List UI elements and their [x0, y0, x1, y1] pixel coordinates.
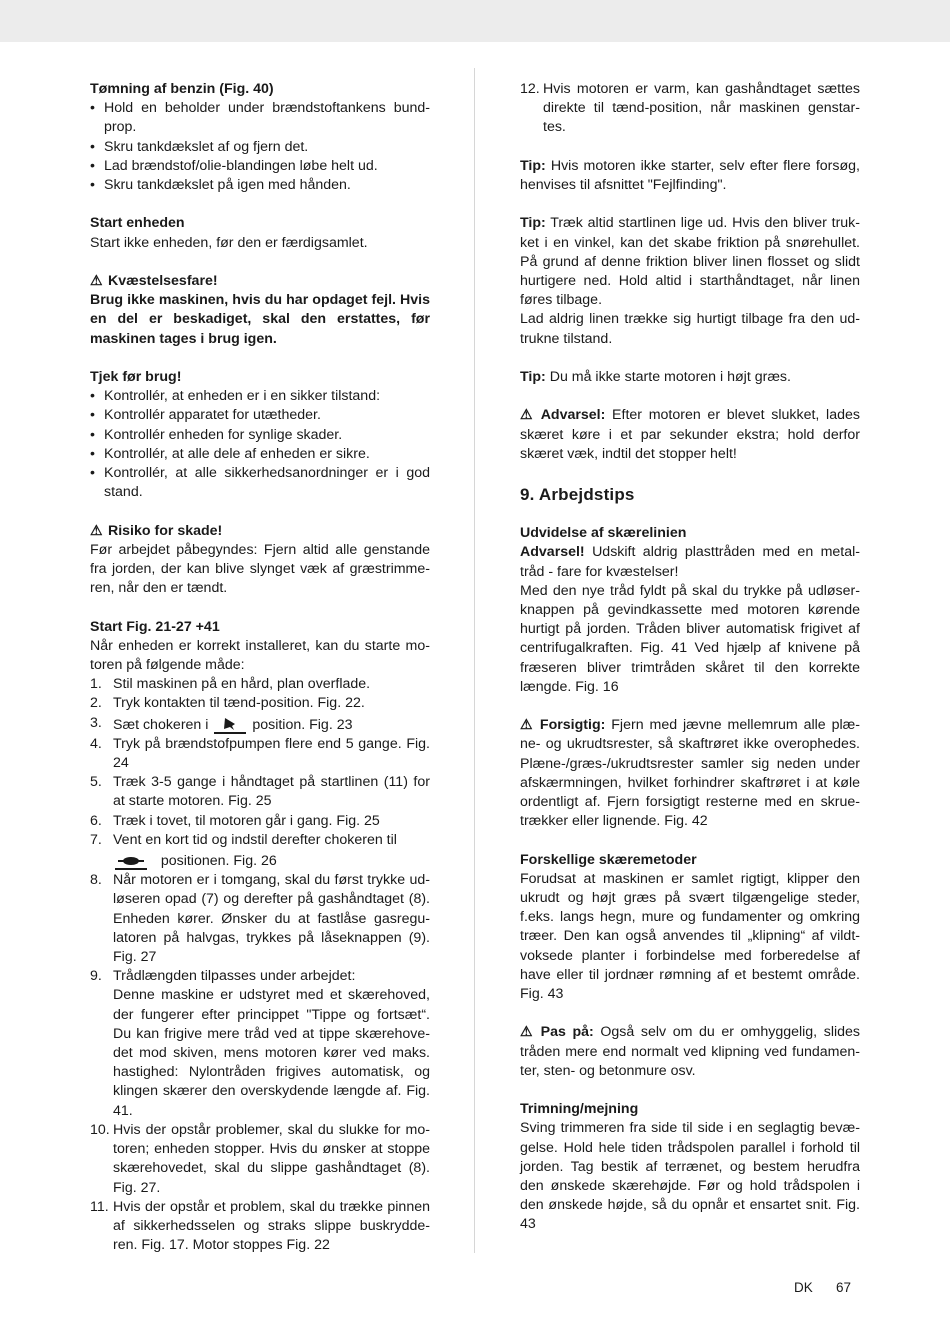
- warning-injury-title: [90, 272, 430, 291]
- list-item: • Kontrollér enheden for synlige skader.: [90, 426, 430, 445]
- subsection-title: Forskellige skæremetoder: [520, 851, 697, 868]
- warning-triangle-icon: ⚠: [520, 407, 533, 424]
- numbered-step: 8. Når motoren er i tomgang, skal du først trykke ud-løseren opad (7) og derefter på gashåndtaget (8). Enheden kører. Ønsker du at fastlåse gasregu-latoren på halvgas, trykkes på låseknappen (9). Fig. 27: [90, 872, 430, 966]
- paragraph: Start ikke enheden, før den er færdigsamlet.: [90, 234, 368, 251]
- left-column: [90, 80, 430, 1255]
- list-item: • Kontrollér, at alle sikkerhedsanordninger er i god stand.: [90, 464, 430, 502]
- section-title-start: Start Fig. 21-27 +41: [90, 618, 220, 635]
- warning-paragraph: Advarsel! Udskift aldrig plasttråden med en metal-tråd - fare for kvæstelser!: [520, 544, 860, 580]
- list-item: • Kontrollér apparatet for utætheder.: [90, 406, 430, 425]
- list-item: • Skru tankdækslet af og fjern det.: [90, 138, 430, 157]
- list-item: • Hold en beholder under brændstoftankens bund-prop.: [90, 99, 430, 137]
- page-number: 67: [836, 1280, 852, 1295]
- choke-closed-icon: [214, 714, 246, 734]
- subsection-title: Udvidelse af skærelinien: [520, 525, 687, 542]
- list-item: • Skru tankdækslet på igen med hånden.: [90, 176, 430, 195]
- numbered-step: 2. Tryk kontakten til tænd-position. Fig. 22.: [90, 695, 365, 712]
- numbered-step: 6. Træk i tovet, til motoren går i gang. Fig. 25: [90, 812, 380, 829]
- numbered-step: 5. Træk 3-5 gange i håndtaget på startlinen (11) for at starte motoren. Fig. 25: [90, 774, 430, 810]
- tip-paragraph: Tip: Træk altid startlinen lige ud. Hvis den bliver truk-ket i en vinkel, kan det skabe friktion på snørehullet. På grund af denne friktion bliver linen flosset og slidt hurtigere ned. Hold altid i starthåndtaget, når linen føres tilbage.: [520, 215, 861, 309]
- numbered-step: 9. Trådlængden tilpasses under arbejdet: Denne maskine er udstyret med et skærehoved, der fungerer efter princippet "Tippe og fortsæt“. Du kan frigive mere tråd ved at tippe skærehove-det mod skiven, mens motoren kører ved maks. hastighed: Nylontråden frigives automatisk, og klingen skærer den overskydende længde af. Fig. 41.: [90, 968, 430, 1119]
- paragraph: Sving trimmeren fra side til side i en seglagtig bevæ-gelse. Hold hele tiden trådspolen parallel i forhold til jorden. Tag bestik af terrænet, og bestem herudfra den ønskede skærehøjde. Før og hold trådspolen i den ønskede højde, så du opnår et ensartet snit. Fig. 43: [520, 1120, 860, 1233]
- paragraph: Når enheden er korrekt installeret, kan du starte mo-toren på følgende måde:: [90, 637, 430, 674]
- warning-label: Kvæstelsesfare!: [107, 273, 218, 289]
- numbered-step: 3. Sæt chokeren i position. Fig. 23: [90, 714, 353, 733]
- paragraph: Forudsat at maskinen er samlet rigtigt, klipper den ukrudt og højt græs på svært tilgængelige steder, f.eks. langs hegn, mure og fundamenter og omkring træer. Den kan også anvendes til „klipning“ af vildt-voksede planter i forbindelse med forberedelse af have eller til jordnær rømning af et bestemt område. Fig. 43: [520, 870, 860, 1003]
- list-item: • Kontrollér, at enheden er i en sikker tilstand:: [90, 387, 430, 406]
- section-title-check-before-use: Tjek før brug!: [90, 369, 182, 385]
- numbered-step: 4. Tryk på brændstofpumpen flere end 5 gange. Fig. 24: [90, 735, 430, 772]
- section-title-start-unit: Start enheden: [90, 215, 185, 232]
- warning-text: Før arbejdet påbegyndes: Fjern altid alle genstande fra jorden, der kan blive slynget væk af græstrimme-ren, når den er tændt.: [90, 541, 430, 597]
- warning-label: Risiko for skade!: [107, 522, 223, 539]
- warning-paragraph: ⚠ Advarsel: Efter motoren er blevet slukket, lades skæret køre i et par sekunder ekstra; hold derfor skæret væk, indtil det stopper helt!: [520, 407, 860, 462]
- numbered-step: 12. Hvis motoren er varm, kan gashåndtaget sættes direkte til tænd-position, når maskinen genstar-tes.: [520, 81, 860, 136]
- tip-paragraph: Tip: Hvis motoren ikke starter, selv efter flere forsøg, henvises til afsnittet "Fejlfinding".: [520, 157, 861, 193]
- warning-triangle-icon: ⚠: [520, 1024, 533, 1041]
- warning-risk-title: [90, 522, 430, 541]
- tip-paragraph: Tip: Du må ikke starte motoren i højt græs.: [520, 369, 791, 385]
- numbered-step: 1. Stil maskinen på en hård, plan overflade.: [90, 676, 371, 693]
- paragraph: Med den nye tråd fyldt på skal du trykke på udløser-knappen på gevindkassette med motoren kørende hurtigt på jorden. Tråden bliver automatisk frigivet af centrifugalkraften. Fig. 41 Ved hjælp af knivene på fræseren bliver trimtråden skåret til den korrekte længde. Fig. 16: [520, 582, 860, 695]
- section-heading-work-tips: 9. Arbejdstips: [520, 485, 635, 504]
- subsection-title: Trimning/mejning: [520, 1101, 639, 1118]
- warning-text: Brug ikke maskinen, hvis du har opdaget fejl. Hvis en del er beskadiget, skal den erstattes, før maskinen tages i brug igen.: [90, 292, 430, 347]
- warning-triangle-icon: ⚠: [90, 273, 103, 289]
- warning-triangle-icon: ⚠: [90, 522, 103, 539]
- numbered-step: 11. Hvis der opstår et problem, skal du trække pinnen af sikkerhedsselen og straks slippe buskrydde-ren. Fig. 17. Motor stoppes Fig. 22: [90, 1198, 430, 1254]
- list-item: • Kontrollér, at alle dele af enheden er sikre.: [90, 445, 430, 464]
- section-title-drain-fuel: Tømning af benzin (Fig. 40): [90, 81, 274, 97]
- paragraph: Lad aldrig linen trække sig hurtigt tilbage fra den ud-trukne tilstand.: [520, 311, 860, 347]
- warning-paragraph: ⚠ Forsigtig: Fjern med jævne mellemrum alle plæ-ne- og ukrudtsrester, så skaftrøret ikke overophedes. Plæne-/græs-/ukrudtsrester samler sig neden under afskærmningen, hvilket forhindrer skaftrøret i at køle ordentligt af. Fjern forsigtigt resterne med en skrue-trækker eller lignende. Fig. 42: [520, 717, 860, 830]
- warning-paragraph: ⚠ Pas på: Også selv om du er omhyggelig, slides tråden mere end normalt ved klipning ved fundamen-ter, sten- og betonmure osv.: [520, 1024, 860, 1079]
- footer-language: DK: [794, 1280, 813, 1295]
- column-divider: [474, 68, 475, 1253]
- numbered-step: 10. Hvis der opstår problemer, skal du slukke for mo-toren; enheden stopper. Hvis du ønsker at stoppe skærehovedet, skal du slippe gashåndtaget (8). Fig. 27.: [90, 1121, 430, 1196]
- list-item: • Lad brændstof/olie-blandingen løbe helt ud.: [90, 157, 430, 176]
- choke-open-icon: [115, 850, 147, 870]
- right-column: [520, 80, 860, 1235]
- numbered-step: 7. Vent en kort tid og indstil derefter chokeren til positionen. Fig. 26: [90, 831, 397, 870]
- top-bar: [0, 0, 950, 42]
- warning-triangle-icon: ⚠: [520, 717, 533, 734]
